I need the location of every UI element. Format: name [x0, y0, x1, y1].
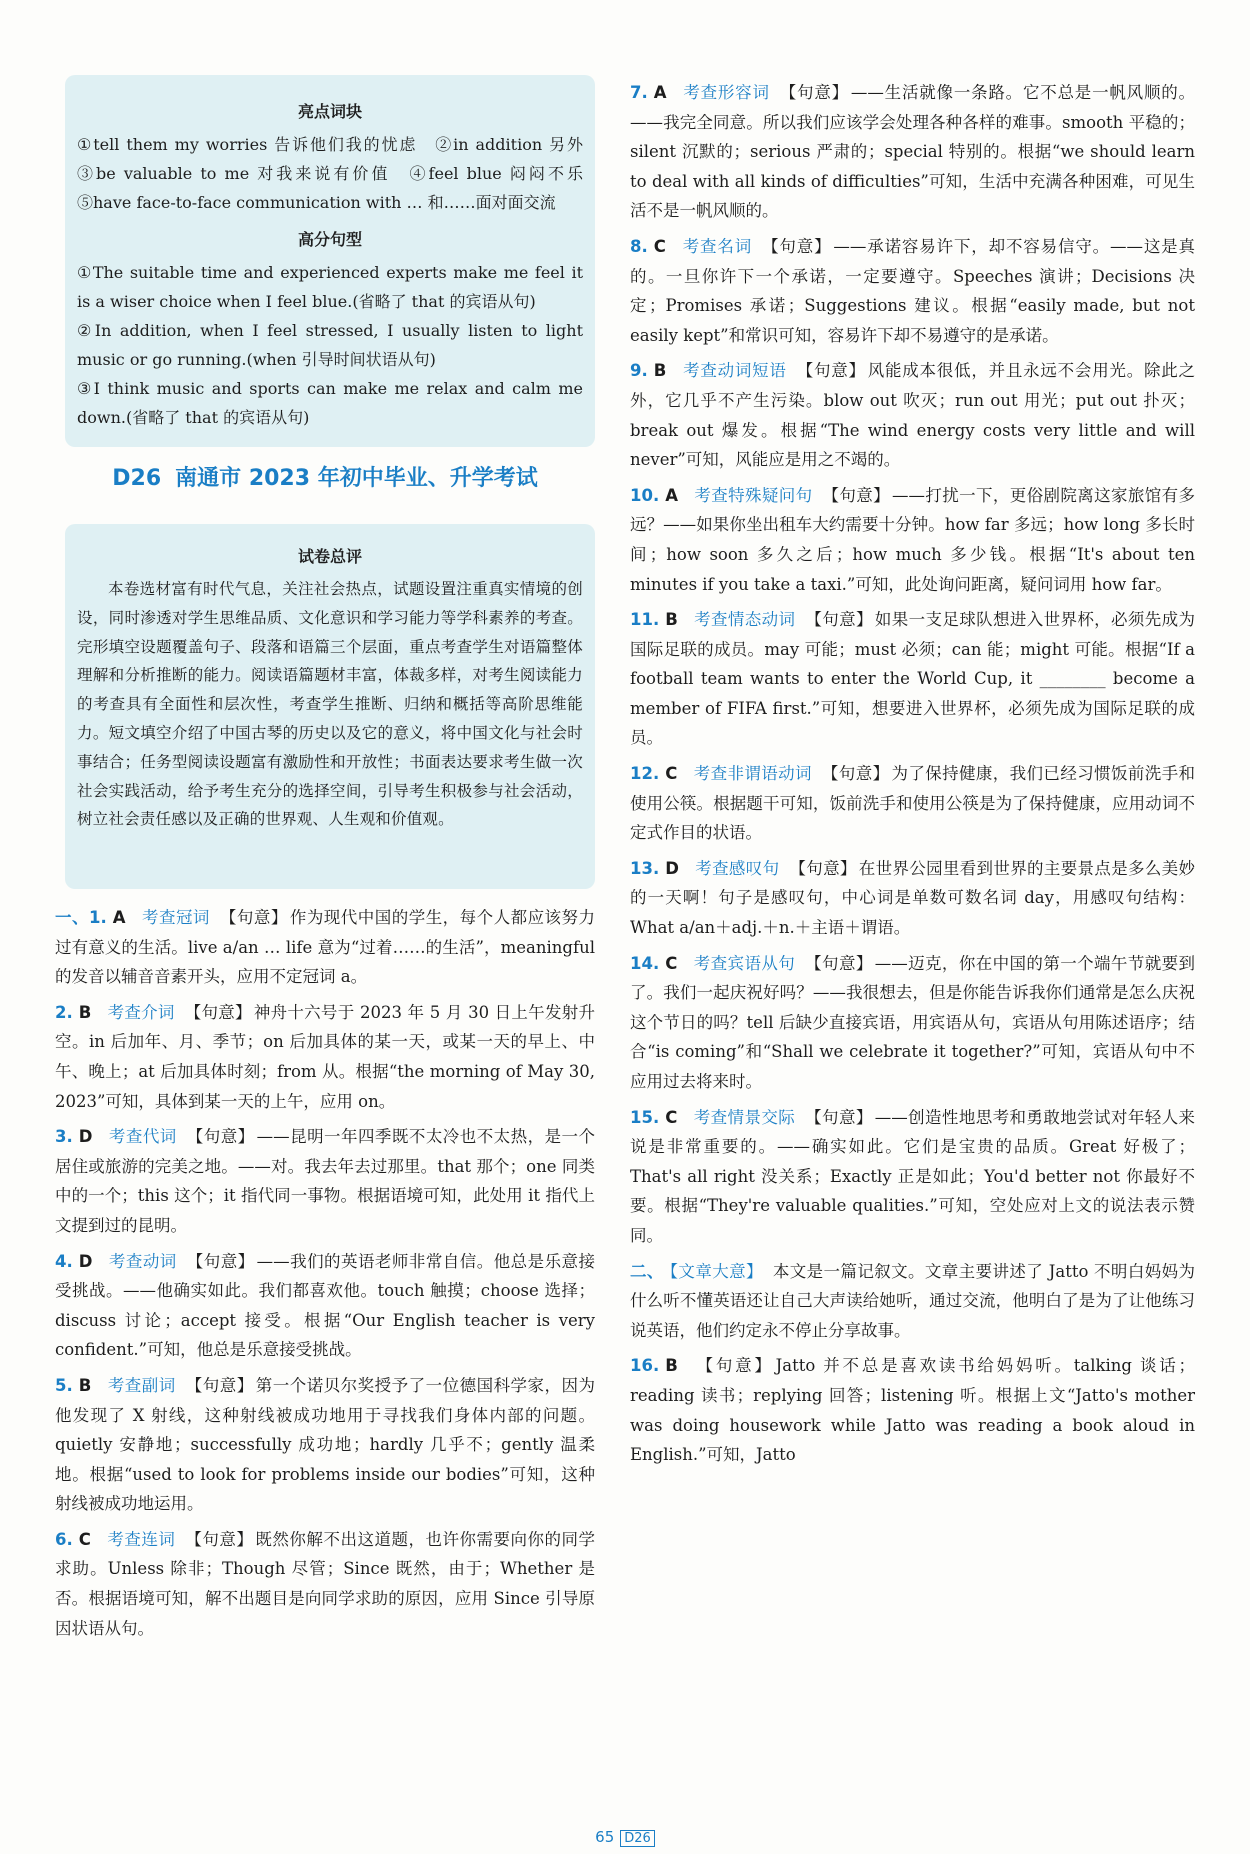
item-text: Jatto 并不总是喜欢读书给妈妈听。talking 谈话；reading 读书；replying 回答；listening 听。根据上文“Jatto's mother was doing housework while Jatto was reading a book aloud in English.”可知，Jatto [630, 1356, 1195, 1465]
item-tag: 考查名词 [681, 236, 753, 256]
item-text: ——昆明一年四季既不太冷也不太热，是一个居住或旅游的完美之地。——对。我去年去过那里。that 那个；one 同类中的一个；this 这个；it 指代同一事物。根据语境可知，此处用 it 指代上文提到过的昆明。 [55, 1127, 596, 1235]
exam-code: D26 [112, 466, 162, 491]
item-answer: B [78, 1375, 92, 1395]
item-tag: 【文章大意】 [669, 1261, 763, 1281]
item-answer: A [112, 908, 126, 927]
answer-item [630, 1103, 1195, 1251]
item-number: 15. [630, 1107, 660, 1127]
answer-item [55, 1122, 595, 1240]
item-number: 6. [55, 1529, 73, 1549]
page-footer [0, 1828, 1250, 1846]
left-items [55, 903, 595, 1643]
item-label: 【句意】 [805, 953, 873, 973]
item-number: 7. [630, 83, 648, 102]
sentences-title: 高分句型 [297, 230, 362, 249]
item-number: 16. [630, 1356, 660, 1376]
item-answer: C [665, 764, 678, 784]
item-text: 作为现代中国的学生，每个人都应该努力过有意义的生活。live a/an … life 意为“过着……的生活”，meaningful 的发音以辅音音素开头，应用不定冠词 a。 [55, 908, 596, 987]
item-answer: B [665, 610, 678, 630]
item-text: ——承诺容易许下，却不容易信守。——这是真的。一旦你许下一个承诺，一定要遵守。Speeches 演讲；Decisions 决定；Promises 承诺；Suggestions 建议。根据“easily made, but not easily kept”和常识可知，容易许下却不易遵守的是承诺。 [630, 236, 1196, 345]
sentence-3: ③I think music and sports can make me relax and calm me down.(省略了 that 的宾语从句) [77, 379, 583, 427]
answer-item [630, 1257, 1195, 1346]
item-answer: A [665, 485, 679, 505]
item-text: 为了保持健康，我们已经习惯饭前洗手和使用公筷。根据题干可知，饭前洗手和使用公筷是为了保持健康，应用动词不定式作目的状语。 [630, 764, 1196, 843]
item-tag: 考查形容词 [682, 83, 770, 102]
right-column [630, 78, 1195, 1476]
item-number: 12. [630, 764, 660, 784]
answer-item [55, 1247, 595, 1365]
item-number: 2. [55, 1002, 73, 1022]
item-label: 【句意】 [789, 858, 857, 878]
item-text: ——迈克，你在中国的第一个端午节就要到了。我们一起庆祝好吗？——我很想去，但是你能告诉我你们通常是怎么庆祝这个节日的吗？tell 后缺少直接宾语，用宾语从句，宾语从句用陈述语序；结合“is coming”和“Shall we celebrate it together?”可知，宾语从句中不应用过去将来时。 [630, 953, 1196, 1091]
answer-item [630, 481, 1195, 599]
item-answer: C [665, 953, 678, 973]
exam-name: 南通市 2023 年初中毕业、升学考试 [175, 466, 538, 491]
item-label: 【句意】 [779, 83, 849, 102]
item-tag: 考查非谓语动词 [693, 764, 812, 784]
answer-item [55, 998, 595, 1116]
right-items [630, 78, 1195, 1470]
item-tag: 考查介词 [107, 1002, 175, 1022]
item-answer: B [665, 1356, 678, 1376]
item-answer: C [665, 1107, 678, 1127]
summary-body: 本卷选材富有时代气息，关注社会热点，试题设置注重真实情境的创设，同时渗透对学生思维品质、文化意识和学习能力等学科素养的考查。完形填空设题覆盖句子、段落和语篇三个层面，重点考查学生对语篇整体理解和分析推断的能力。阅读语篇题材丰富，体裁多样，对考生阅读能力的考查具有全面性和层次性，考查学生推断、归纳和概括等高阶思维能力。短文填空介绍了中国古琴的历史以及它的意义，将中国文化与社会时事结合；任务型阅读设题富有激励性和开放性；书面表达要求考生做一次社会实践活动，给予考生充分的选择空间，引导考生积极参与社会活动，树立社会责任感以及正确的世界观、人生观和价值观。 [77, 580, 583, 829]
item-label: 【句意】 [762, 236, 832, 256]
item-number: 8. [630, 236, 648, 256]
item-tag: 考查代词 [108, 1127, 177, 1147]
item-number: 14. [630, 953, 660, 973]
item-text: ——我们的英语老师非常自信。他总是乐意接受挑战。——他确实如此。我们都喜欢他。touch 触摸；choose 选择；discuss 讨论；accept 接受。根据“Our English teacher is very confident.”可知，他总是乐意接受挑战。 [55, 1251, 596, 1360]
left-column [55, 75, 600, 1649]
item-answer: B [78, 1002, 92, 1022]
item-number: 二、 [630, 1261, 664, 1281]
item-text: 本文是一篇记叙文。文章主要讲述了 Jatto 不明白妈妈为什么听不懂英语还让自己大声读给她听，通过交流，他明白了是为了让他练习说英语，他们约定永不停止分享故事。 [630, 1261, 1195, 1340]
item-number: 13. [630, 858, 660, 878]
highlights-body: ①tell them my worries 告诉他们我的忧虑 ②in addition 另外 ③be valuable to me 对我来说有价值 ④feel blue 闷闷不乐 ⑤have face-to-face communication with … 和……面对面交流 [77, 135, 600, 212]
answer-item [630, 356, 1195, 474]
footer-code: D26 [620, 1830, 655, 1847]
item-label: 【句意】 [805, 610, 873, 630]
sentence-1: ①The suitable time and experienced experts make me feel it is a wiser choice when I feel blue.(省略了 that 的宾语从句) [77, 263, 583, 311]
sentence-2: ②In addition, when I feel stressed, I usually listen to light music or go running.(when 引导时间状语从句) [77, 321, 583, 369]
answer-item [630, 854, 1195, 943]
item-text: 神舟十六号于 2023 年 5 月 30 日上午发射升空。in 后加年、月、季节；on 后加具体的某一天，或某一天的早上、中午、晚上；at 后加具体时刻；from 从。根据“the morning of May 30, 2023”可知，具体到某一天的上午，应用 on。 [55, 1002, 596, 1111]
item-text: ——生活就像一条路。它不总是一帆风顺的。——我完全同意。所以我们应该学会处理各种各样的难事。smooth 平稳的；silent 沉默的；serious 严肃的；special 特别的。根据“we should learn to deal with all kinds of difficulties”可知，生活中充满各种困难，可见生活不是一帆风顺的。 [630, 83, 1196, 221]
item-label: 【句意】 [219, 908, 288, 927]
answer-item [630, 759, 1195, 848]
item-number: 一、1. [55, 908, 107, 927]
page-number: 65 [595, 1828, 615, 1846]
item-tag: 考查动词短语 [682, 361, 787, 381]
item-number: 4. [55, 1251, 73, 1271]
item-label: 【句意】 [184, 1002, 252, 1022]
item-answer: D [665, 858, 679, 878]
item-label: 【句意】 [186, 1251, 255, 1271]
item-label: 【句意】 [822, 485, 891, 505]
item-number: 10. [630, 485, 660, 505]
item-tag: 考查冠词 [141, 908, 210, 927]
item-tag: 考查情态动词 [693, 610, 796, 630]
item-text: 既然你解不出这道题，也许你需要向你的同学求助。Unless 除非；Though 尽管；Since 既然，由于；Whether 是否。根据语境可知，解不出题目是向同学求助的原因，应用 Since 引导原因状语从句。 [55, 1529, 596, 1638]
item-answer: D [78, 1251, 93, 1271]
item-label: 【句意】 [185, 1375, 254, 1395]
item-tag: 考查感叹句 [694, 858, 780, 878]
answer-item [630, 1351, 1195, 1469]
item-tag: 考查特殊疑问句 [694, 485, 813, 505]
answer-item [630, 78, 1195, 226]
answer-item [55, 1525, 595, 1643]
summary-box [65, 524, 595, 889]
item-number: 5. [55, 1375, 73, 1395]
item-number: 3. [55, 1127, 73, 1147]
answer-item [630, 232, 1195, 350]
highlights-title: 亮点词块 [297, 102, 362, 121]
item-label: 【句意】 [805, 1107, 873, 1127]
item-tag: 考查宾语从句 [693, 953, 796, 973]
item-label: 【句意】 [186, 1127, 255, 1147]
answer-item [630, 605, 1195, 753]
item-number: 11. [630, 610, 660, 630]
item-answer: D [78, 1127, 93, 1147]
item-answer: C [78, 1529, 91, 1549]
item-text: 第一个诺贝尔奖授予了一位德国科学家，因为他发现了 X 射线，这种射线被成功地用于寻找我们身体内部的问题。quietly 安静地；successfully 成功地；hardly 几乎不；gently 温柔地。根据“used to look for problems inside our bodies”可知，这种射线被成功地运用。 [55, 1375, 596, 1514]
item-text: 风能成本很低，并且永远不会用光。除此之外，它几乎不产生污染。blow out 吹灭；run out 用光；put out 扑灭；break out 爆发。根据“The wind energy costs very little and will never”可知，风能应是用之不竭的。 [630, 361, 1196, 470]
item-tag: 考查连词 [106, 1529, 176, 1549]
item-text: 在世界公园里看到世界的主要景点是多么美妙的一天啊！句子是感叹句，中心词是单数可数名词 day，用感叹句结构：What a/an＋adj.＋n.＋主语＋谓语。 [630, 858, 1196, 938]
item-label: 【句意】 [693, 1356, 774, 1376]
item-number: 9. [630, 361, 648, 381]
item-label: 【句意】 [821, 764, 890, 784]
item-tag: 考查动词 [108, 1251, 177, 1271]
exam-title [55, 447, 595, 498]
item-answer: B [653, 361, 667, 381]
item-tag: 考查情景交际 [693, 1107, 796, 1127]
item-answer: A [653, 83, 667, 102]
item-label: 【句意】 [796, 361, 866, 381]
answer-item [55, 903, 595, 992]
item-text: ——创造性地思考和勇敢地尝试对年轻人来说是非常重要的。——确实如此。它们是宝贵的品质。Great 好极了；That's all right 没关系；Exactly 正是如此；You'd better not 你最好不要。根据“They're valuable qualities.”可知，空处应对上文的说法表示赞同。 [630, 1107, 1196, 1245]
answer-item [630, 949, 1195, 1097]
summary-title: 试卷总评 [297, 547, 362, 566]
answer-item [55, 1371, 595, 1519]
item-text: ——打扰一下，更俗剧院离这家旅馆有多远？——如果你坐出租车大约需要十分钟。how far 多远；how long 多长时间；how soon 多久之后；how much 多少钱。根据“It's about ten minutes if you take a taxi.”可知，此处询问距离，疑问词用 how far。 [630, 485, 1196, 594]
highlights-box [65, 75, 600, 447]
item-answer: C [653, 236, 666, 256]
item-tag: 考查副词 [107, 1375, 176, 1395]
item-text: 如果一支足球队想进入世界杯，必须先成为国际足联的成员。may 可能；must 必须；can 能；might 可能。根据“If a football team wants to enter the World Cup, it ________ become a member of FIFA first.”可知，想要进入世界杯，必须先成为国际足联的成员。 [630, 610, 1196, 748]
item-label: 【句意】 [185, 1529, 254, 1549]
